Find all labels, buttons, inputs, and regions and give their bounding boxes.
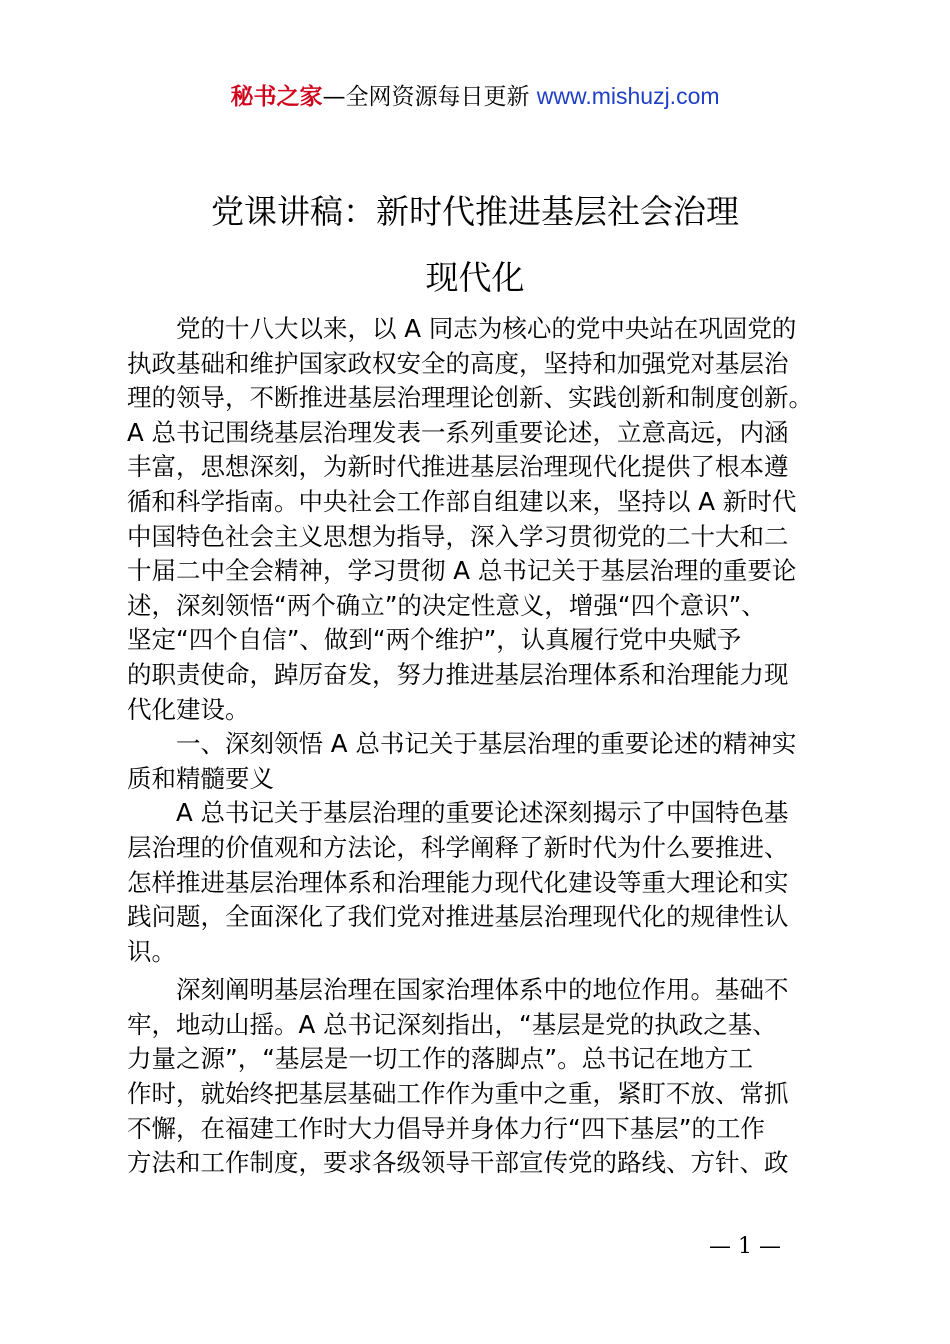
paragraph-1-line: 循和科学指南。中央社会工作部自组建以来，坚持以 A 新时代	[127, 486, 797, 516]
paragraph-2-line: 践问题，全面深化了我们党对推进基层治理现代化的规律性认	[127, 902, 789, 932]
paragraph-1-line: 代化建设。	[127, 694, 250, 724]
paragraph-1-line: 的职责使命，踔厉奋发，努力推进基层治理体系和治理能力现	[127, 659, 789, 689]
page-number: — 1 —	[709, 1234, 781, 1259]
site-name: 秘书之家	[230, 84, 323, 110]
paragraph-3-line: 方法和工作制度，要求各级领导干部宣传党的路线、方针、政	[127, 1148, 789, 1178]
section-heading-line: 质和精髓要义	[127, 763, 274, 793]
paragraph-2-line: 怎样推进基层治理体系和治理能力现代化建设等重大理论和实	[127, 867, 789, 897]
paragraph-1-line: 十届二中全会精神，学习贯彻 A 总书记关于基层治理的重要论	[127, 556, 797, 586]
paragraph-1-line: A 总书记围绕基层治理发表一系列重要论述，立意高远，内涵	[127, 417, 789, 447]
paragraph-3-line: 深刻阐明基层治理在国家治理体系中的地位作用。基础不	[176, 975, 789, 1005]
paragraph-1-line: 述，深刻领悟“两个确立”的决定性意义，增强“四个意识”、	[127, 590, 766, 620]
paragraph-3-line: 力量之源”，“基层是一切工作的落脚点”。总书记在地方工	[127, 1044, 754, 1074]
paragraph-2-line: 识。	[127, 936, 176, 966]
paragraph-3-line: 牢，地动山摇。A 总书记深刻指出，“基层是党的执政之基、	[127, 1009, 777, 1039]
paragraph-2-line: A 总书记关于基层治理的重要论述深刻揭示了中国特色基	[176, 798, 789, 828]
paragraph-1-line: 丰富，思想深刻，为新时代推进基层治理现代化提供了根本遵	[127, 452, 789, 482]
section-heading-line: 一、深刻领悟 A 总书记关于基层治理的重要论述的精神实	[176, 729, 797, 759]
document-title-line-1: 党课讲稿：新时代推进基层社会治理	[211, 192, 739, 231]
paragraph-1-line: 中国特色社会主义思想为指导，深入学习贯彻党的二十大和二	[127, 521, 789, 551]
paragraph-1-line: 执政基础和维护国家政权安全的高度，坚持和加强党对基层治	[127, 348, 789, 378]
document-body	[127, 312, 837, 1181]
paragraph-3-line: 不懈，在福建工作时大力倡导并身体力行“四下基层”的工作	[127, 1113, 765, 1143]
paragraph-3-line: 作时，就始终把基层基础工作作为重中之重，紧盯不放、常抓	[127, 1079, 789, 1109]
site-url-link[interactable]: www.mishuzj.com	[536, 83, 720, 109]
paragraph-1-line: 坚定“四个自信”、做到“两个维护”，认真履行党中央赋予	[127, 625, 742, 655]
paragraph-1-line: 党的十八大以来，以 A 同志为核心的党中央站在巩固党的	[176, 314, 797, 343]
site-tagline: —全网资源每日更新	[322, 84, 530, 110]
site-header	[0, 80, 950, 113]
paragraph-2-line: 层治理的价值观和方法论，科学阐释了新时代为什么要推进、	[127, 832, 789, 862]
document-title-line-2: 现代化	[425, 258, 525, 297]
paragraph-1-line: 理的领导，不断推进基层治理理论创新、实践创新和制度创新。	[127, 383, 813, 413]
